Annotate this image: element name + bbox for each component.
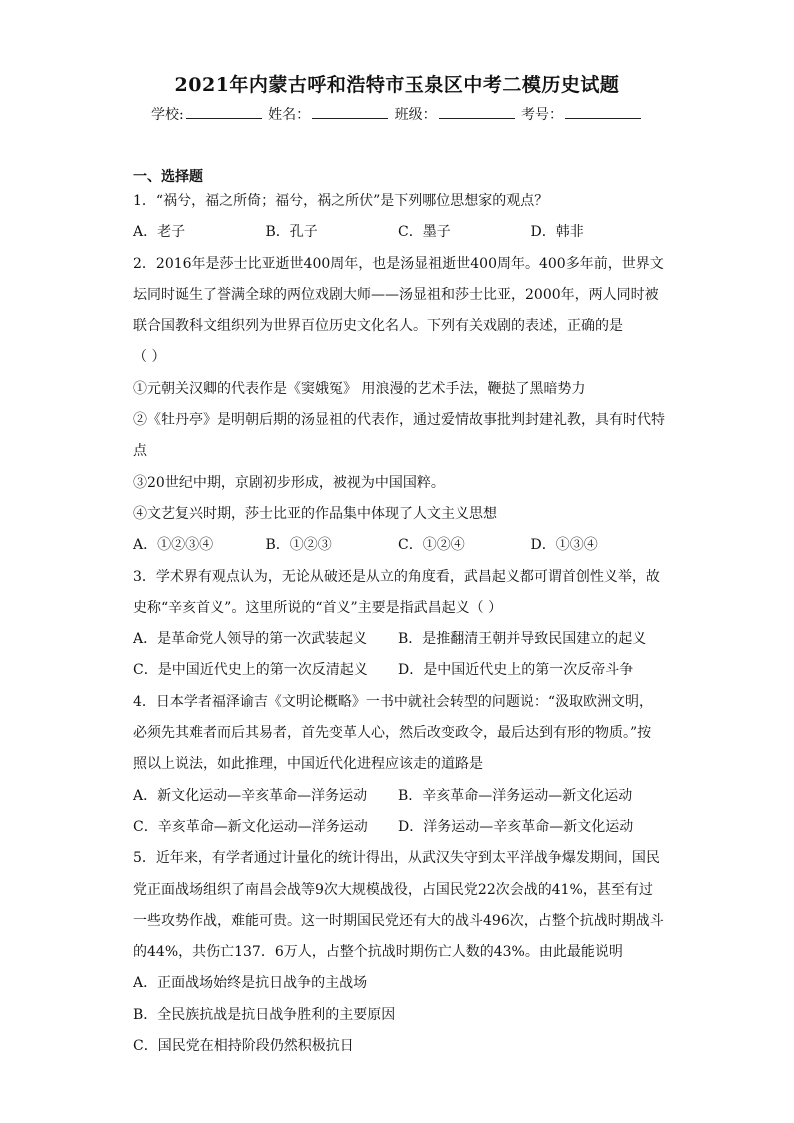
q4-option-a: A．新文化运动—辛亥革命—洋务运动 — [133, 787, 368, 804]
q1-option-b: B．孔子 — [265, 224, 318, 241]
q5-option-b: B．全民族抗战是抗日战争胜利的主要原因 — [133, 1006, 396, 1023]
q3-option-d: D．是中国近代史上的第一次反帝斗争 — [398, 662, 634, 679]
class-blank — [439, 105, 515, 119]
q5-stem-line: 5．近年来，有学者通过计量化的统计得出，从武汉失守到太平洋战争爆发期间，国民 — [133, 850, 660, 867]
q2-option-d: D．①③④ — [530, 537, 598, 554]
exam-title: 2021年内蒙古呼和浩特市玉泉区中考二模历史试题 — [174, 74, 620, 96]
q2-statement: ③20世纪中期，京剧初步形成，被视为中国国粹。 — [133, 474, 445, 491]
q3-option-b: B．是推翻清王朝并导致民国建立的起义 — [398, 631, 647, 648]
q4-option-d: D．洋务运动—辛亥革命—新文化运动 — [398, 818, 634, 835]
q4-options-row — [133, 816, 663, 847]
q2-stem-line: 坛同时诞生了誉满全球的两位戏剧大师——汤显祖和莎士比亚，2000年，两人同时被 — [133, 286, 659, 303]
q5-stem-line: 的44%，共伤亡137．6万人，占整个抗战时期伤亡人数的43%。由此最能说明 — [133, 944, 623, 961]
q2-statement: ②《牡丹亭》是明朝后期的汤显祖的代表作，通过爱情故事批判封建礼教，具有时代特 — [133, 412, 665, 429]
q2-stem-line: 联合国教科文组织列为世界百位历史文化名人。下列有关戏剧的表述，正确的是 — [133, 318, 623, 335]
q2-stem-line: 2．2016年是莎士比亚逝世400周年，也是汤显祖逝世400周年。400多年前，世界文 — [133, 255, 664, 272]
q4-stem-line: 必须先其难者而后其易者，首先变革人心，然后改变政令，最后达到有形的物质。”按 — [133, 725, 652, 742]
q3-option-a: A．是革命党人领导的第一次武装起义 — [133, 631, 368, 648]
q5-stem-line: 一些攻势作战，难能可贵。这一时期国民党还有大的战斗496次，占整个抗战时期战斗 — [133, 912, 664, 929]
q3-options-row — [133, 659, 663, 690]
q2-statement: ④文艺复兴时期，莎士比亚的作品集中体现了人文主义思想 — [133, 505, 497, 522]
q3-option-c: C．是中国近代史上的第一次反清起义 — [133, 662, 368, 679]
name-blank — [312, 105, 388, 119]
q2-option-a: A．①②③④ — [133, 537, 214, 554]
q1-option-a: A．老子 — [133, 224, 186, 241]
class-label: 班级： — [394, 107, 437, 123]
q5-stem-line: 党正面战场组织了南昌会战等9次大规模战役，占国民党22次会战的41%，甚至有过 — [133, 881, 653, 898]
q3-options-row — [133, 628, 663, 659]
section-title: 一、选择题 — [133, 169, 203, 185]
q1-option-d: D．韩非 — [530, 224, 584, 241]
q1-option-c: C．墨子 — [398, 224, 451, 241]
q2-option-b: B．①②③ — [265, 537, 332, 554]
q2-statement: ①元朝关汉卿的代表作是《窦娥冤》 用浪漫的艺术手法，鞭挞了黑暗势力 — [133, 380, 586, 397]
q2-statement: 点 — [133, 443, 147, 460]
q1-options — [133, 221, 663, 252]
q2-options — [133, 534, 663, 565]
q4-stem-line: 照以上说法，如此推理，中国近代化进程应该走的道路是 — [133, 756, 483, 773]
q2-stem-line: （ ） — [133, 349, 166, 366]
number-blank — [565, 105, 641, 119]
q1-stem: 1．“祸兮，福之所倚；福兮，祸之所伏”是下列哪位思想家的观点？ — [133, 193, 549, 209]
q5-option-a: A．正面战场始终是抗日战争的主战场 — [133, 975, 368, 992]
q4-option-b: B．辛亥革命—洋务运动—新文化运动 — [398, 787, 633, 804]
q3-stem-line: 史称“辛亥首义”。这里所说的“首义”主要是指武昌起义（ ） — [133, 599, 503, 616]
q5-option-c: C．国民党在相持阶段仍然积极抗日 — [133, 1038, 354, 1055]
q3-stem-line: 3．学术界有观点认为，无论从破还是从立的角度看，武昌起义都可谓首创性义举，故 — [133, 568, 660, 585]
student-info-row — [0, 104, 794, 124]
q4-options-row — [133, 785, 663, 816]
number-label: 考号： — [521, 107, 564, 123]
questions — [133, 190, 663, 1066]
school-blank — [186, 105, 262, 119]
school-label: 学校: — [150, 107, 184, 123]
q2-option-c: C．①②④ — [398, 537, 465, 554]
name-label: 姓名： — [268, 107, 311, 123]
q4-stem-line: 4．日本学者福泽谕吉《文明论概略》一书中就社会转型的问题说：“汲取欧洲文明， — [133, 693, 654, 710]
q4-option-c: C．辛亥革命—新文化运动—洋务运动 — [133, 818, 368, 835]
